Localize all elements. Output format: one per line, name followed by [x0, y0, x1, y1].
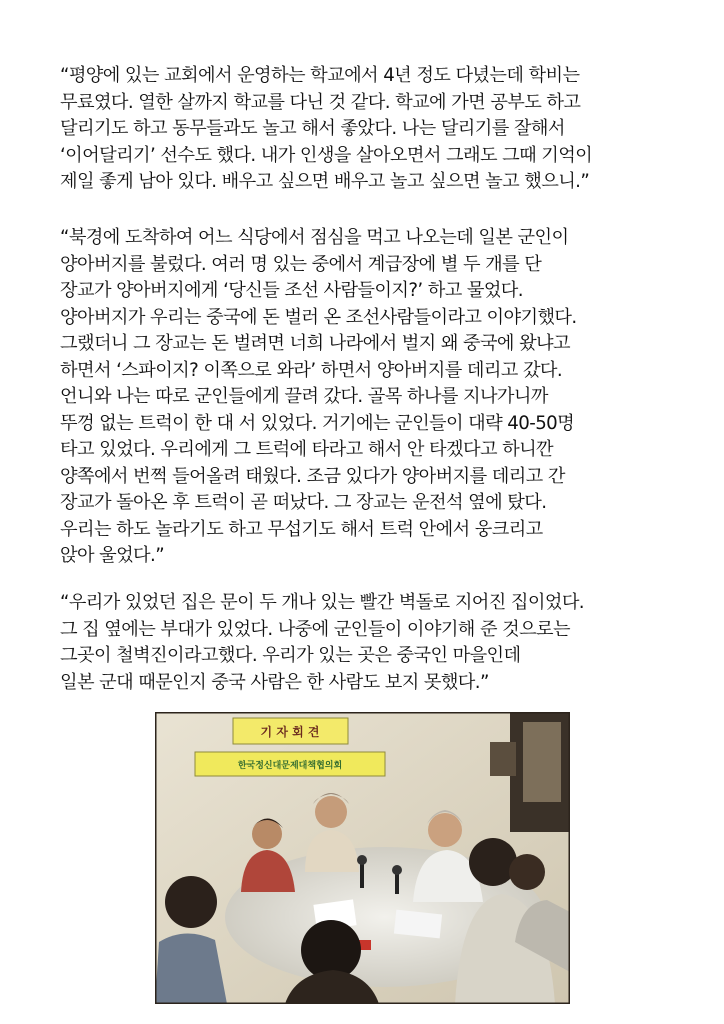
quote-paragraph-beijing: [60, 225, 680, 570]
text-line: 양아버지를 불렀다. 여러 명 있는 중에서 계급장에 별 두 개를 단: [60, 253, 542, 275]
text-line: 그랬더니 그 장교는 돈 벌려면 너희 나라에서 벌지 왜 중국에 왔냐고: [60, 333, 570, 354]
text-line: “평양에 있는 교회에서 운영하는 학교에서 4년 정도 다녔는데 학비는: [60, 65, 580, 86]
quote-paragraph-house: [60, 590, 680, 696]
text-line: 제일 좋게 남아 있다. 배우고 싶으면 배우고 놀고 싶으면 놀고 했으니.”: [60, 171, 590, 192]
text-line: 우리는 하도 놀라기도 하고 무섭기도 해서 트럭 안에서 웅크리고: [60, 518, 543, 540]
text-line: 그 집 옆에는 부대가 있었다. 나중에 군인들이 이야기해 준 것으로는: [60, 618, 570, 640]
text-line: ‘이어달리기’ 선수도 했다. 내가 인생을 살아오면서 그래도 그때 기억이: [60, 144, 593, 166]
text-line: 양아버지가 우리는 중국에 돈 벌러 온 조선사람들이라고 이야기했다.: [60, 306, 577, 328]
press-conference-photo: [155, 712, 570, 1004]
text-line: 장교가 양아버지에게 ‘당신들 조선 사람들이지?’ 하고 물었다.: [60, 280, 523, 301]
text-line: 일본 군대 때문인지 중국 사람은 한 사람도 보지 못했다.”: [60, 671, 489, 693]
text-line: 앉아 울었다.”: [60, 545, 165, 566]
quote-paragraph-school: [60, 63, 680, 196]
text-line: 양쪽에서 번쩍 들어올려 태웠다. 조금 있다가 양아버지를 데리고 간: [60, 465, 565, 487]
text-line: 그곳이 철벽진이라고했다. 우리가 있는 곳은 중국인 마을인데: [60, 645, 521, 666]
banner-subtitle: 한국정신대문제대책협의회: [237, 761, 343, 771]
text-line: 뚜껑 없는 트럭이 한 대 서 있었다. 거기에는 군인들이 대략 40-50명: [60, 412, 575, 434]
text-line: 하면서 ‘스파이지? 이쪽으로 와라’ 하면서 양아버지를 데리고 갔다.: [60, 359, 563, 381]
text-line: “우리가 있었던 집은 문이 두 개나 있는 빨간 벽돌로 지어진 집이었다.: [60, 592, 584, 613]
photo-illustration: [155, 712, 570, 1004]
text-line: 언니와 나는 따로 군인들에게 끌려 갔다. 골목 하나를 지나가니까: [60, 386, 548, 407]
text-line: “북경에 도착하여 어느 식당에서 점심을 먹고 나오는데 일본 군인이: [60, 227, 569, 248]
banner-title: 기 자 회 견: [260, 725, 320, 739]
text-line: 타고 있었다. 우리에게 그 트럭에 타라고 해서 안 타겠다고 하니깐: [60, 439, 554, 460]
text-line: 무료였다. 열한 살까지 학교를 다닌 것 같다. 학교에 가면 공부도 하고: [60, 91, 581, 113]
text-line: 달리기도 하고 동무들과도 놀고 해서 좋았다. 나는 달리기를 잘해서: [60, 118, 565, 139]
text-line: 장교가 돌아온 후 트럭이 곧 떠났다. 그 장교는 운전석 옆에 탔다.: [60, 492, 547, 513]
